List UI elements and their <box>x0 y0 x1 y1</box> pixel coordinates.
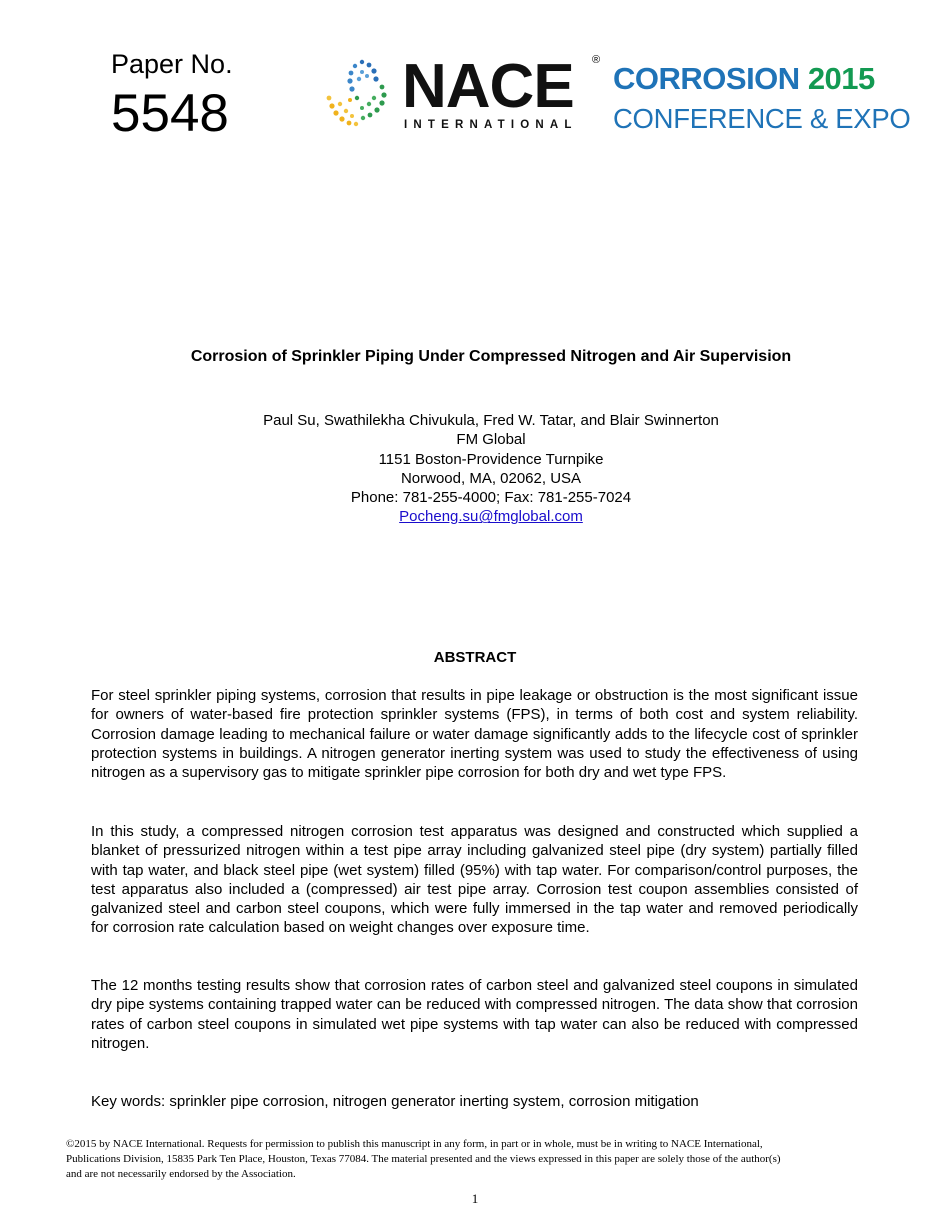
nace-emblem-dots <box>327 60 387 126</box>
author-names: Paul Su, Swathilekha Chivukula, Fred W. Tatar, and Blair Swinnerton <box>263 412 719 429</box>
registered-mark: ® <box>592 54 601 66</box>
conference-title <box>613 62 875 96</box>
abstract-paragraph: The 12 months testing results show that corrosion rates of carbon steel and galvanized steel coupons in simulated dry pipe systems containing trapped water can be reduced with compressed nitrogen. The data show that corrosion rates of carbon steel coupons in simulated wet pipe systems with tap water can also be reduced with compressed nitrogen. <box>91 977 858 1052</box>
nace-subtitle: INTERNATIONAL <box>404 119 578 131</box>
copyright-notice: ©2015 by NACE International. Requests for permission to publish this manuscript in any form, in part or in whole, must be in writing to NACE International, Publications Division, 15835 Park Ten Place, Houston, Texas 77084. The material presented and the views expressed in this paper are solely those of the author(s) and are not necessarily endorsed by the Association. <box>66 1138 781 1180</box>
author-email-link[interactable]: Pocheng.su@fmglobal.com <box>399 508 583 526</box>
conference-subtitle: CONFERENCE & EXPO <box>613 103 911 134</box>
abstract-heading: ABSTRACT <box>433 649 517 666</box>
author-city: Norwood, MA, 02062, USA <box>400 469 582 487</box>
author-phone-fax: Phone: 781-255-4000; Fax: 781-255-7024 <box>350 489 632 507</box>
paper-number: 5548 <box>111 84 229 143</box>
paper-label: Paper No. <box>111 49 233 79</box>
abstract-paragraph: In this study, a compressed nitrogen corrosion test apparatus was designed and constructed which supplied a blanket of pressurized nitrogen within a test pipe array including galvanized steel pipe (dry system) partially filled with tap water, and black steel pipe (wet system) filled (95%) with tap water. For comparison/control purposes, the test apparatus also included a (compressed) air test pipe array. Corrosion test coupon assemblies consisted of galvanized steel and carbon steel coupons, which were fully immersed in the tap water and removed periodically for corrosion rate calculation based on weight changes over exposure time. <box>91 823 858 937</box>
nace-wordmark: NACE <box>402 52 574 121</box>
page-number: 1 <box>471 1191 479 1206</box>
keywords: Key words: sprinkler pipe corrosion, nitrogen generator inerting system, corrosion mitigation <box>91 1093 699 1110</box>
paper-title: Corrosion of Sprinkler Piping Under Compressed Nitrogen and Air Supervision <box>190 348 792 365</box>
abstract-paragraph: For steel sprinkler piping systems, corrosion that results in pipe leakage or obstruction is the most significant issue for owners of water-based fire protection sprinkler systems (FPS), in terms of both cost and system reliability. Corrosion damage leading to mechanical failure or water damage significantly adds to the lifecycle cost of sprinkler protection systems in buildings. A nitrogen generator inerting system was used to study the effectiveness of using nitrogen as a supervisory gas to mitigate sprinkler pipe corrosion for both dry and wet type FPS. <box>91 687 858 782</box>
conference-year: 2015 <box>807 61 875 96</box>
author-organization: FM Global <box>456 431 526 449</box>
conference-name: CORROSION <box>613 61 800 96</box>
author-block <box>0 411 950 527</box>
author-street: 1151 Boston-Providence Turnpike <box>378 450 604 468</box>
